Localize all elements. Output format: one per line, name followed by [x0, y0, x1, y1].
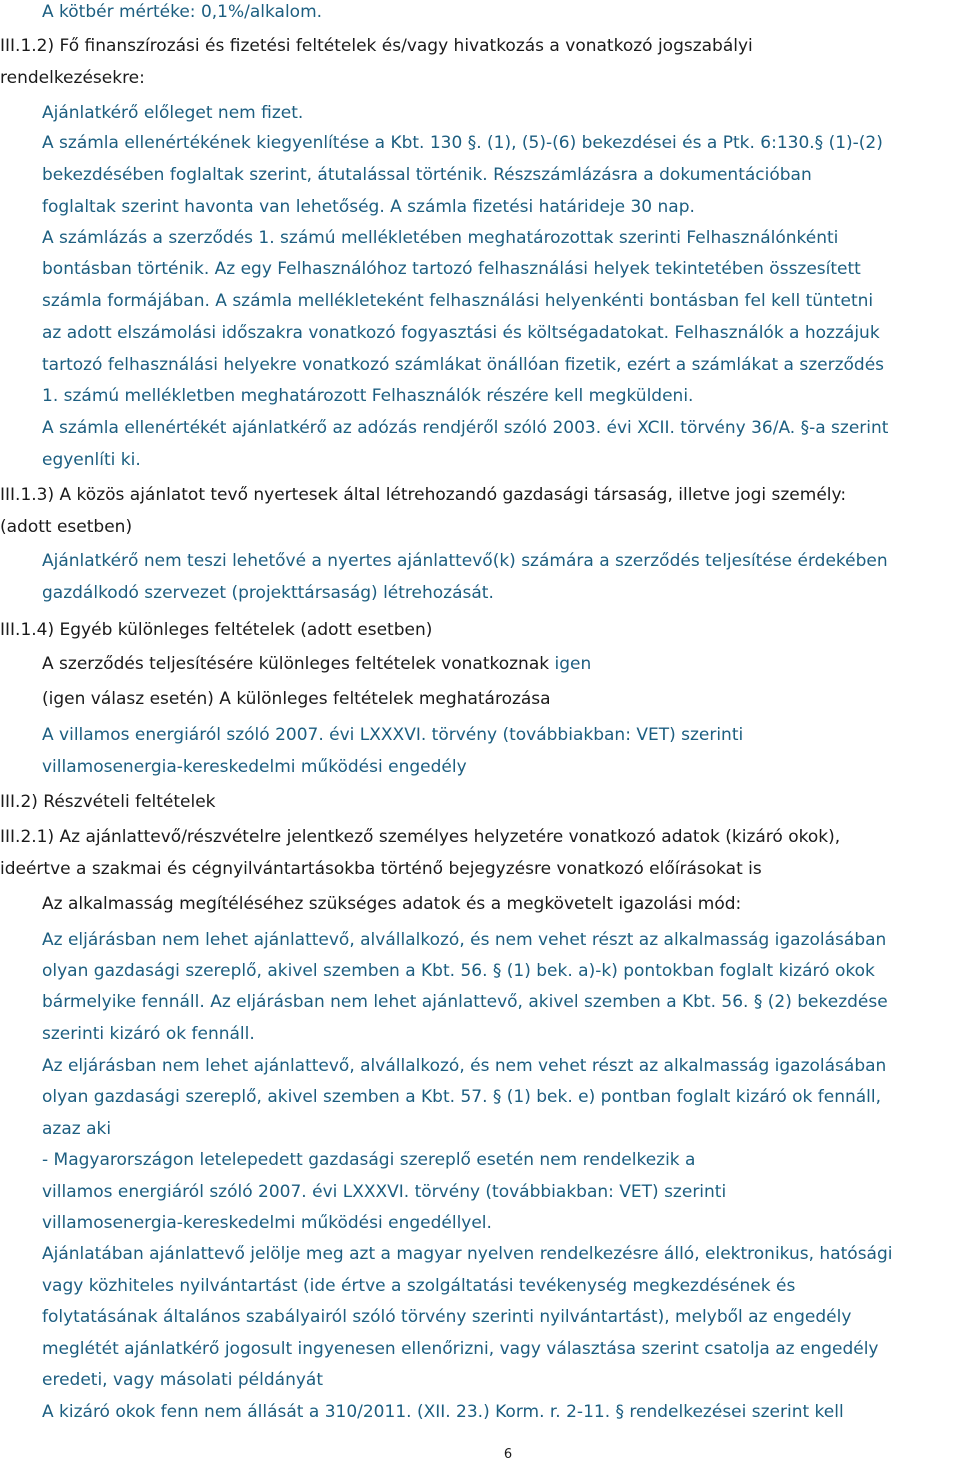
- text-line: az adott elszámolási időszakra vonatkozó fogyasztási és költségadatokat. Felhasználók a hozzájuk: [42, 323, 880, 343]
- text-line: Az eljárásban nem lehet ajánlattevő, alvállalkozó, és nem vehet részt az alkalmasság igazolásában: [42, 1056, 887, 1076]
- text-line: (igen válasz esetén) A különleges feltételek meghatározása: [42, 689, 551, 709]
- text-line: A számla ellenértékét ajánlatkérő az adózás rendjéről szóló 2003. évi XCII. törvény 36/A. §-a szerint: [42, 418, 889, 438]
- text-line: tartozó felhasználási helyekre vonatkozó számlákat önállóan fizetik, ezért a számlákat a szerződés: [42, 355, 885, 375]
- text-line: A számla ellenértékének kiegyenlítése a Kbt. 130 §. (1), (5)-(6) bekezdései és a Ptk. 6:130.§ (1)-(2): [42, 133, 883, 153]
- text-line: eredeti, vagy másolati példányát: [42, 1370, 323, 1390]
- special-conditions-value: igen: [554, 654, 592, 674]
- text-line: Az alkalmasság megítéléséhez szükséges adatok és a megkövetelt igazolási mód:: [42, 894, 742, 914]
- section-heading: III.2.1) Az ajánlattevő/részvételre jelentkező személyes helyzetére vonatkozó adatok (kizáró okok),: [0, 827, 841, 847]
- section-heading: (adott esetben): [0, 517, 133, 537]
- text-line: folytatásának általános szabályairól szóló törvény szerinti nyilvántartást), melyből az engedély: [42, 1307, 852, 1327]
- text-line: egyenlíti ki.: [42, 450, 141, 470]
- text-line: olyan gazdasági szereplő, akivel szemben a Kbt. 56. § (1) bek. a)-k) pontokban foglalt kizáró okok: [42, 961, 875, 981]
- text-line: azaz aki: [42, 1119, 112, 1139]
- section-heading: III.1.4) Egyéb különleges feltételek (adott esetben): [0, 620, 433, 640]
- text-line: gazdálkodó szervezet (projekttársaság) létrehozását.: [42, 583, 494, 603]
- text-line: Az eljárásban nem lehet ajánlattevő, alvállalkozó, és nem vehet részt az alkalmasság igazolásában: [42, 930, 887, 950]
- text-line: [42, 654, 591, 674]
- text-line: - Magyarországon letelepedett gazdasági szereplő esetén nem rendelkezik a: [42, 1150, 696, 1170]
- text-line: villamosenergia-kereskedelmi működési engedély: [42, 757, 467, 777]
- page-number: 6: [503, 1447, 513, 1462]
- text-line: szerinti kizáró ok fennáll.: [42, 1024, 255, 1044]
- section-heading: III.1.2) Fő finanszírozási és fizetési feltételek és/vagy hivatkozás a vonatkozó jogszabályi: [0, 36, 753, 56]
- text-line: A számlázás a szerződés 1. számú mellékletében meghatározottak szerinti Felhasználónkénti: [42, 228, 839, 248]
- section-heading: ideértve a szakmai és cégnyilvántartásokba történő bejegyzésre vonatkozó előírásokat is: [0, 859, 762, 879]
- section-heading: rendelkezésekre:: [0, 68, 145, 88]
- text-line: 1. számú mellékletben meghatározott Felhasználók részére kell megküldeni.: [42, 386, 694, 406]
- text-line: Ajánlatkérő nem teszi lehetővé a nyertes ajánlattevő(k) számára a szerződés teljesítése érdekében: [42, 551, 888, 571]
- text-line: A villamos energiáról szóló 2007. évi LXXXVI. törvény (továbbiakban: VET) szerinti: [42, 725, 744, 745]
- text-line: A kötbér mértéke: 0,1%/alkalom.: [42, 2, 323, 22]
- text-line: bekezdésében foglaltak szerint, átutalással történik. Részszámlázásra a dokumentációban: [42, 165, 812, 185]
- text-line: Ajánlatkérő előleget nem fizet.: [42, 103, 304, 123]
- text-line: A kizáró okok fenn nem állását a 310/2011. (XII. 23.) Korm. r. 2-11. § rendelkezései szerint kell: [42, 1402, 844, 1422]
- text-line: villamos energiáról szóló 2007. évi LXXXVI. törvény (továbbiakban: VET) szerinti: [42, 1182, 727, 1202]
- text-line: vagy közhiteles nyilvántartást (ide értve a szolgáltatási tevékenység megkezdésének és: [42, 1276, 796, 1296]
- section-heading: III.1.3) A közös ajánlatot tevő nyertesek által létrehozandó gazdasági társaság, illetve jogi személy:: [0, 485, 847, 505]
- text-line: számla formájában. A számla mellékleteként felhasználási helyenkénti bontásban fel kell tüntetni: [42, 291, 874, 311]
- text-line: Ajánlatában ajánlattevő jelölje meg azt a magyar nyelven rendelkezésre álló, elektronikus, hatósági: [42, 1244, 893, 1264]
- text-line: olyan gazdasági szereplő, akivel szemben a Kbt. 57. § (1) bek. e) pontban foglalt kizáró ok fennáll,: [42, 1087, 882, 1107]
- text-line: bármelyike fennáll. Az eljárásban nem lehet ajánlattevő, akivel szemben a Kbt. 56. § (2) bekezdése: [42, 992, 888, 1012]
- text-line: foglaltak szerint havonta van lehetőség. A számla fizetési határideje 30 nap.: [42, 197, 695, 217]
- special-conditions-label: A szerződés teljesítésére különleges feltételek vonatkoznak: [42, 654, 550, 674]
- text-line: villamosenergia-kereskedelmi működési engedéllyel.: [42, 1213, 492, 1233]
- text-line: meglétét ajánlatkérő jogosult ingyenesen ellenőrizni, vagy választása szerint csatolja az engedély: [42, 1339, 879, 1359]
- section-heading: III.2) Részvételi feltételek: [0, 792, 216, 812]
- text-line: bontásban történik. Az egy Felhasználóhoz tartozó felhasználási helyek tekintetében összesített: [42, 259, 861, 279]
